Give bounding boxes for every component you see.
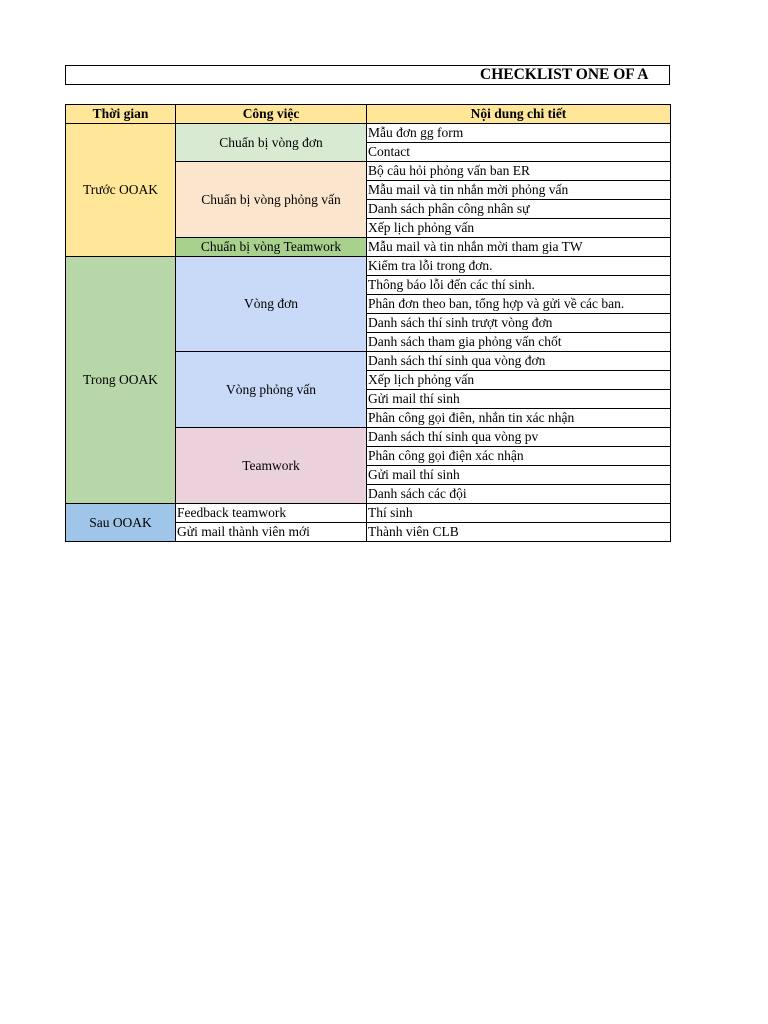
detail-cell: Gửi mail thí sinh [367, 466, 671, 485]
detail-cell: Danh sách các đội [367, 485, 671, 504]
detail-cell: Danh sách phân công nhân sự [367, 200, 671, 219]
title-box [65, 65, 670, 85]
detail-cell: Phân công gọi điên, nhắn tin xác nhận [367, 409, 671, 428]
detail-cell: Mẫu mail và tin nhắn mời phỏng vấn [367, 181, 671, 200]
task-teamwork: Teamwork [176, 428, 367, 504]
detail-cell: Xếp lịch phỏng vấn [367, 371, 671, 390]
task-interview-round: Vòng phỏng vấn [176, 352, 367, 428]
task-application-round: Vòng đơn [176, 257, 367, 352]
table-row [66, 504, 671, 523]
task-prepare-teamwork: Chuẩn bị vòng Teamwork [176, 238, 367, 257]
detail-cell: Kiểm tra lỗi trong đơn. [367, 257, 671, 276]
table-row [66, 257, 671, 276]
detail-cell: Danh sách thí sinh trượt vòng đơn [367, 314, 671, 333]
phase-after: Sau OOAK [66, 504, 176, 542]
table-row [66, 124, 671, 143]
detail-cell: Phân công gọi điện xác nhận [367, 447, 671, 466]
detail-cell: Bộ câu hỏi phỏng vấn ban ER [367, 162, 671, 181]
detail-cell: Gửi mail thí sinh [367, 390, 671, 409]
detail-cell: Danh sách thí sinh qua vòng đơn [367, 352, 671, 371]
detail-cell: Danh sách tham gia phỏng vấn chốt [367, 333, 671, 352]
header-time: Thời gian [66, 105, 176, 124]
task-prepare-application: Chuẩn bị vòng đơn [176, 124, 367, 162]
task-send-mail-new-members: Gửi mail thành viên mới [176, 523, 367, 542]
detail-cell: Thí sinh [367, 504, 671, 523]
checklist-table [65, 104, 671, 542]
task-feedback-teamwork: Feedback teamwork [176, 504, 367, 523]
detail-cell: Mẫu mail và tin nhắn mời tham gia TW [367, 238, 671, 257]
detail-cell: Thông báo lỗi đến các thí sinh. [367, 276, 671, 295]
header-row [66, 105, 671, 124]
header-task: Công việc [176, 105, 367, 124]
detail-cell: Phân đơn theo ban, tổng hợp và gửi về các ban. [367, 295, 671, 314]
detail-cell: Danh sách thí sinh qua vòng pv [367, 428, 671, 447]
phase-before: Trước OOAK [66, 124, 176, 257]
detail-cell: Mẫu đơn gg form [367, 124, 671, 143]
header-detail: Nội dung chi tiết [367, 105, 671, 124]
detail-cell: Xếp lịch phỏng vấn [367, 219, 671, 238]
detail-cell: Contact [367, 143, 671, 162]
page-title: CHECKLIST ONE OF A [480, 66, 649, 83]
phase-during: Trong OOAK [66, 257, 176, 504]
task-prepare-interview: Chuẩn bị vòng phỏng vấn [176, 162, 367, 238]
detail-cell: Thành viên CLB [367, 523, 671, 542]
